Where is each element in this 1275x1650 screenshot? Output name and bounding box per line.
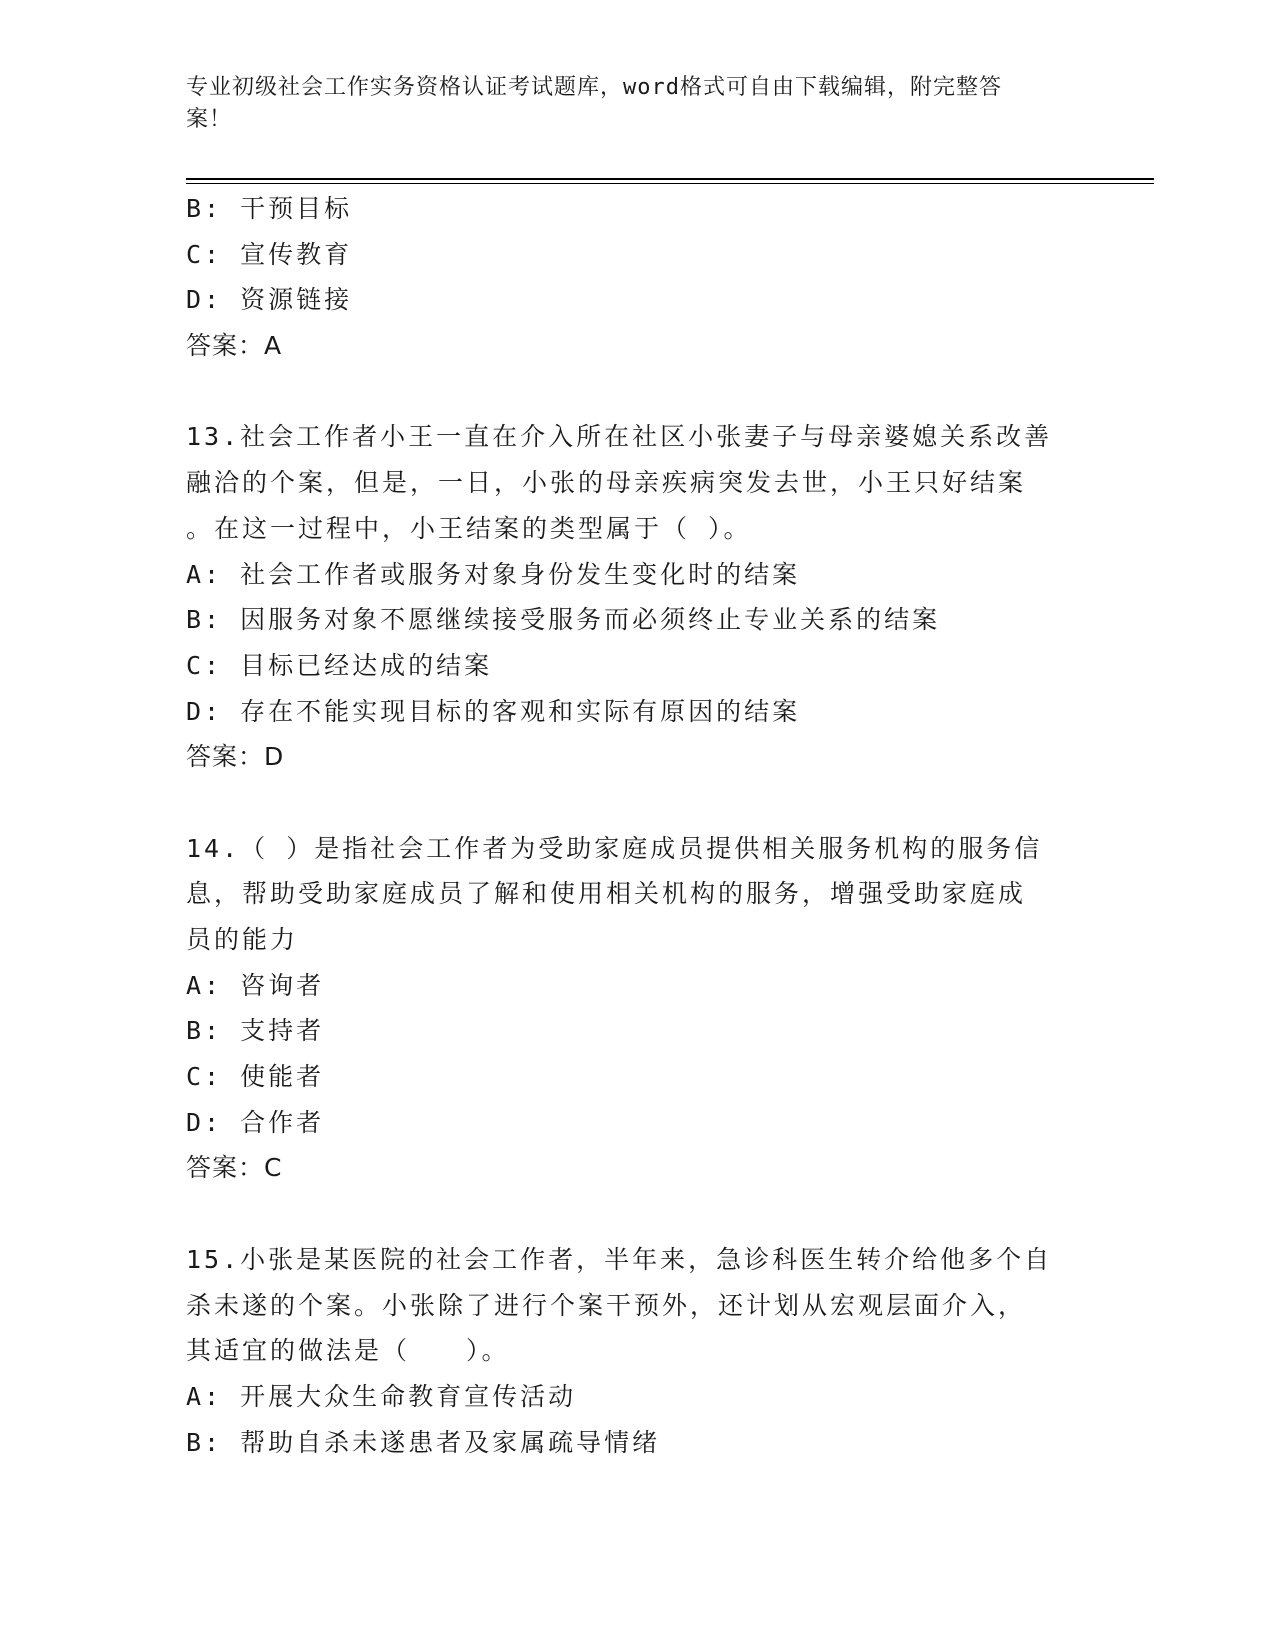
header-divider-thick: [186, 178, 1154, 180]
option-c: C: 目标已经达成的结案: [186, 650, 493, 680]
question-13: [186, 414, 1086, 780]
option-d: D: 存在不能实现目标的客观和实际有原因的结案: [186, 696, 801, 726]
question-12-tail: [186, 186, 1086, 369]
question-list: [186, 186, 1086, 1465]
answer-label: 答案：D: [186, 742, 285, 772]
question-stem-line: 杀未遂的个案。小张除了进行个案干预外，还计划从宏观层面介入，: [186, 1290, 1027, 1320]
option-b: B: 干预目标: [186, 194, 353, 223]
option-c: C: 宣传教育: [186, 239, 353, 269]
spacer: [186, 1191, 1086, 1237]
option-d: D: 资源链接: [186, 285, 353, 315]
header-divider-thin: [186, 183, 1154, 184]
question-14: [186, 826, 1086, 1192]
option-b: B: 支持者: [186, 1016, 325, 1046]
spacer: [186, 780, 1086, 826]
answer-label: 答案：A: [186, 331, 283, 361]
question-stem-line: 。在这一过程中，小王结案的类型属于（ ）。: [186, 513, 752, 543]
question-15: [186, 1237, 1086, 1465]
option-b: B: 因服务对象不愿继续接受服务而必须终止专业关系的结案: [186, 605, 941, 635]
question-stem-line: 息，帮助受助家庭成员了解和使用相关机构的服务，增强受助家庭成: [186, 879, 1027, 909]
option-a: A: 咨询者: [186, 970, 325, 1000]
question-stem-line: 其适宜的做法是（ ）。: [186, 1336, 510, 1366]
option-a: A: 社会工作者或服务对象身份发生变化时的结案: [186, 559, 801, 589]
spacer: [186, 369, 1086, 415]
question-stem-line: 融洽的个案，但是，一日，小张的母亲疾病突发去世，小王只好结案: [186, 468, 1027, 498]
document-header: [186, 72, 1066, 136]
question-stem-line: 14.（ ）是指社会工作者为受助家庭成员提供相关服务机构的服务信: [186, 833, 1043, 863]
option-c: C: 使能者: [186, 1062, 325, 1092]
header-line-1: 专业初级社会工作实务资格认证考试题库，word格式可自由下载编辑，附完整答: [186, 75, 1002, 100]
option-b: B: 帮助自杀未遂患者及家属疏导情绪: [186, 1427, 661, 1457]
header-line-2: 案！: [186, 107, 233, 132]
question-stem-line: 员的能力: [186, 925, 299, 954]
option-d: D: 合作者: [186, 1107, 325, 1137]
question-stem-line: 15.小张是某医院的社会工作者，半年来，急诊科医生转介给他多个自: [186, 1244, 1053, 1274]
question-stem-line: 13.社会工作者小王一直在介入所在社区小张妻子与母亲婆媳关系改善: [186, 422, 1053, 452]
answer-label: 答案：C: [186, 1153, 283, 1183]
option-a: A: 开展大众生命教育宣传活动: [186, 1381, 577, 1411]
